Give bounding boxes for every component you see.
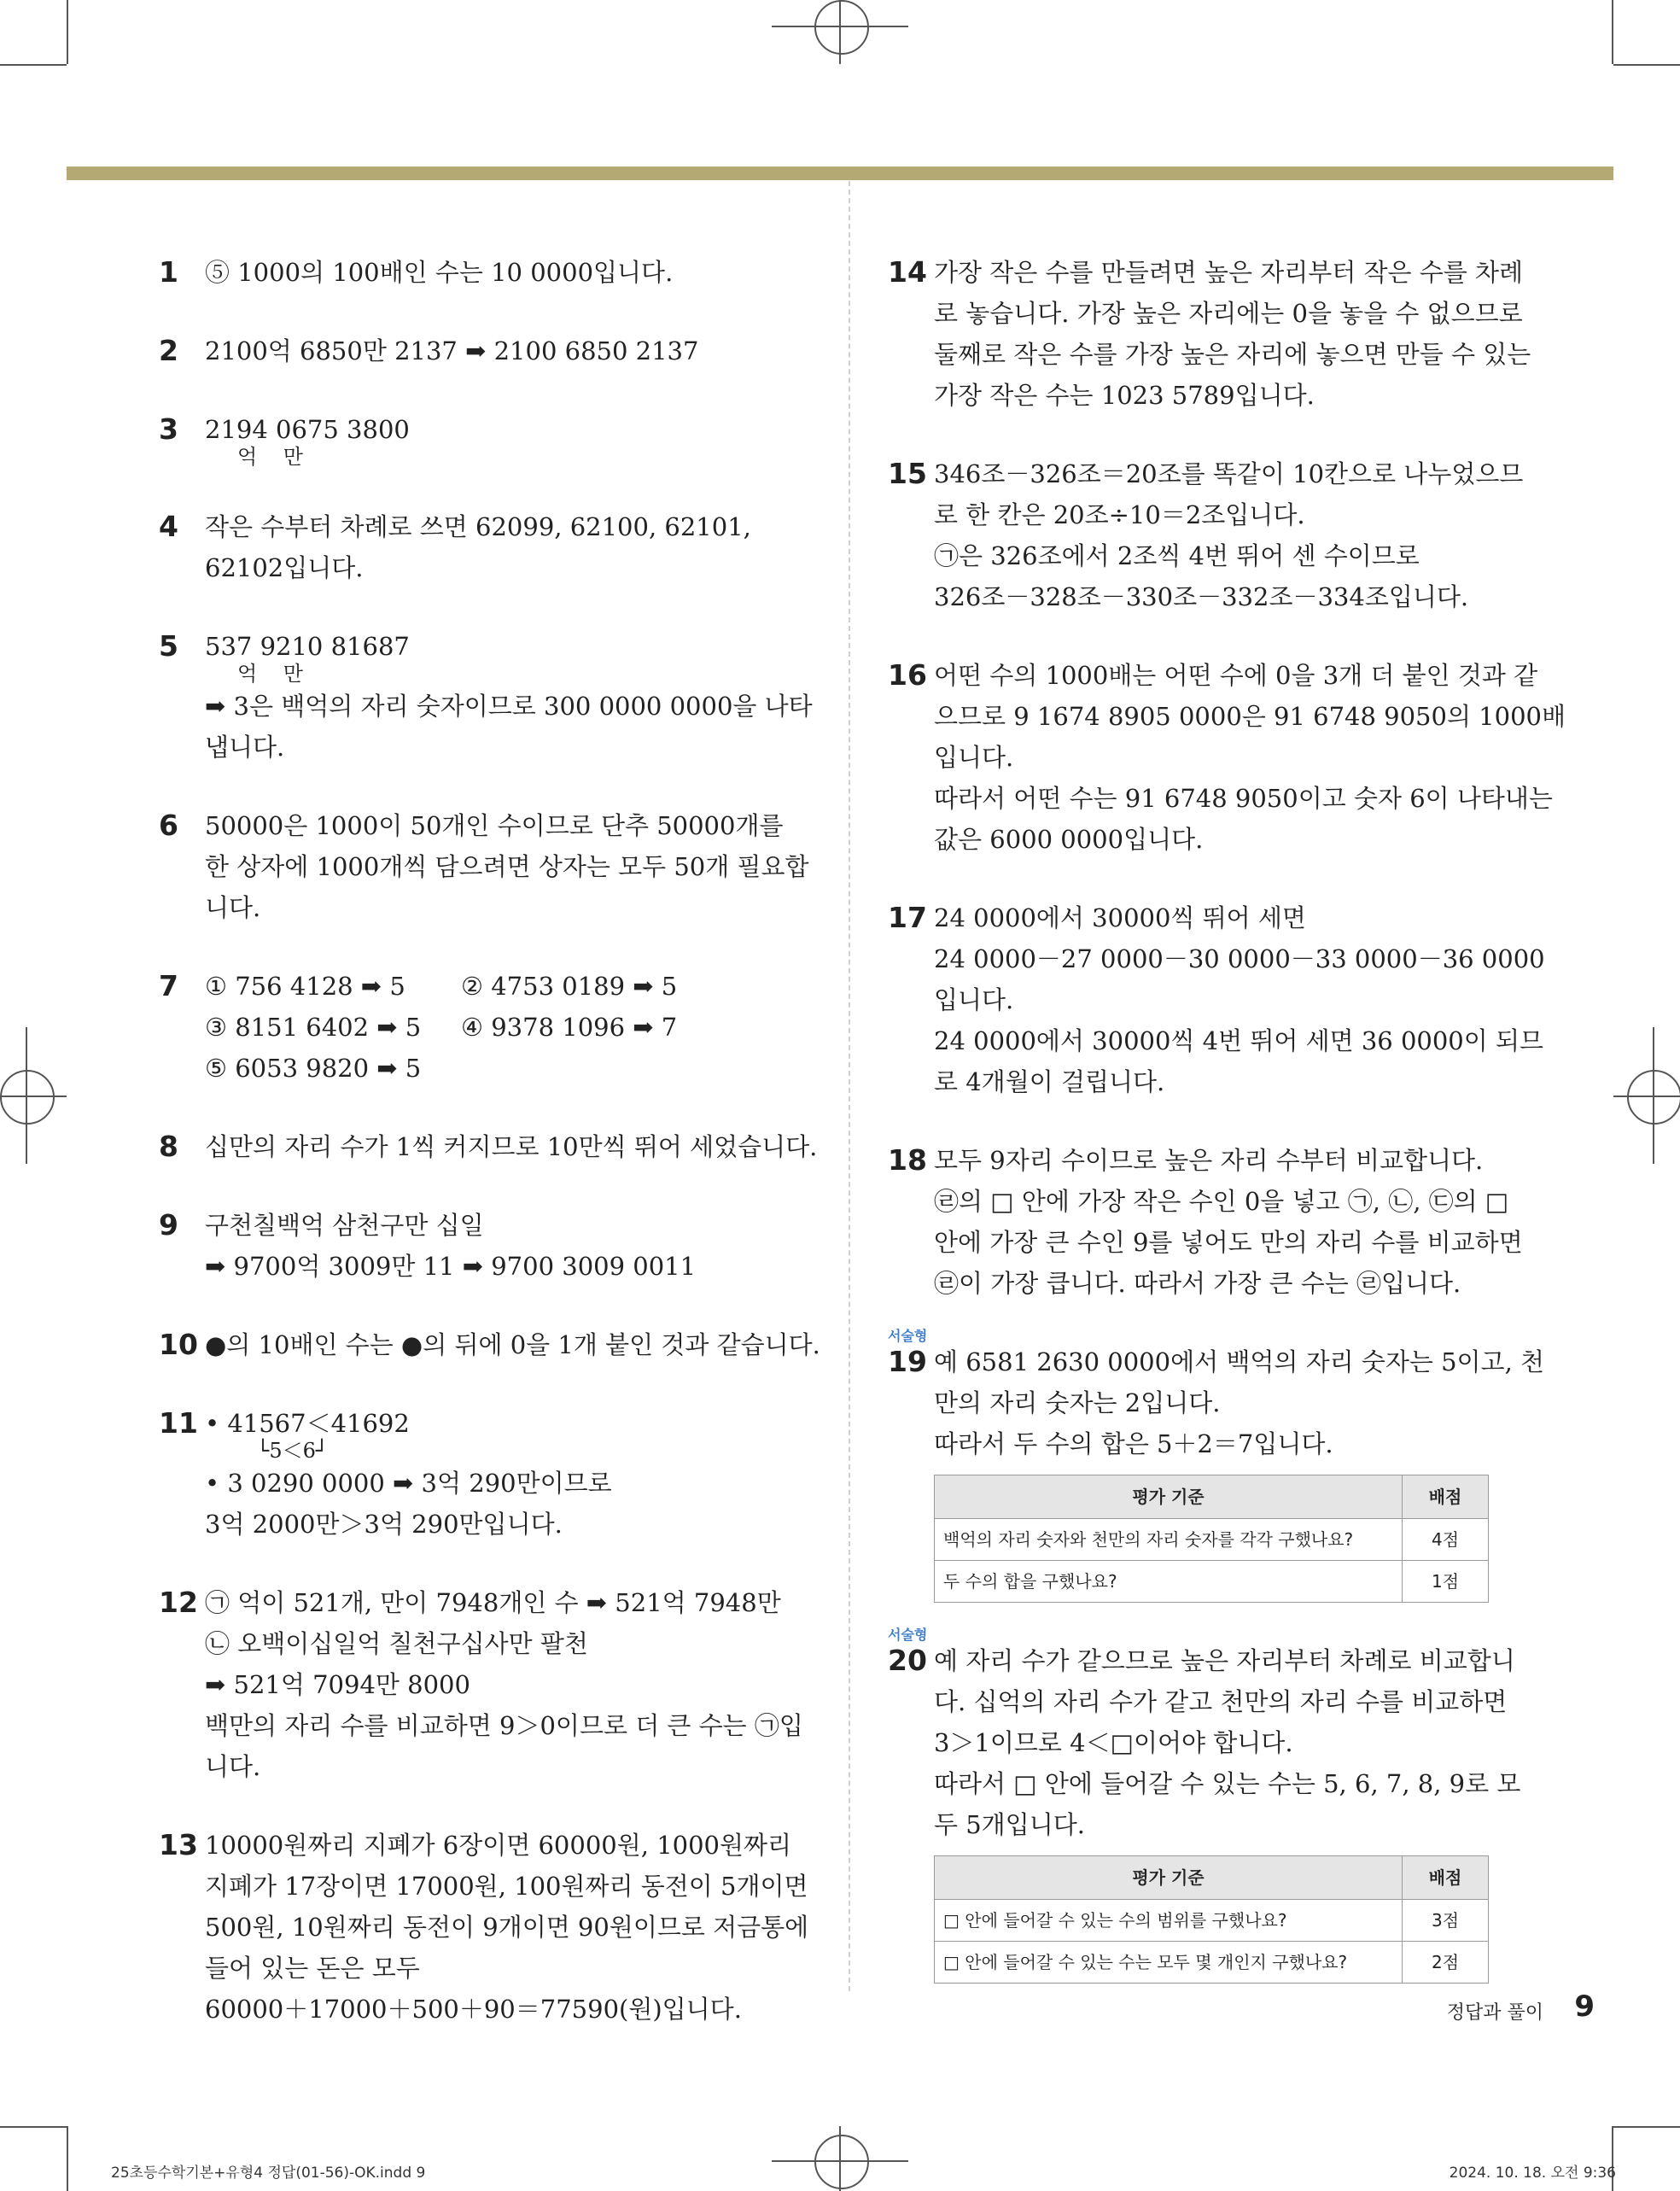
item-number: 4 <box>159 510 178 543</box>
criteria-table <box>934 1475 1489 1603</box>
criteria-header: 평가 기준 <box>935 1856 1403 1900</box>
answer-item <box>888 1627 1549 1984</box>
criteria-text: □ 안에 들어갈 수 있는 수는 모두 몇 개인지 구했나요? <box>935 1942 1403 1984</box>
answer-item <box>159 330 820 371</box>
answer-row <box>205 966 820 1007</box>
answer-line: 만의 자리 숫자는 2입니다. <box>934 1388 1221 1417</box>
answer-line: 60000＋17000＋500＋90＝77590(원)입니다. <box>205 1995 742 2024</box>
crop-mark <box>1613 2126 1680 2128</box>
answer-item <box>159 1324 820 1365</box>
item-number: 18 <box>888 1143 927 1177</box>
answer-item <box>888 1328 1549 1603</box>
answer-line: 값은 6000 0000입니다. <box>934 825 1204 854</box>
answer-line: 둘째로 작은 수를 가장 높은 자리에 놓으면 만들 수 있는 <box>934 340 1531 369</box>
answer-line: 들어 있는 돈은 모두 <box>205 1954 420 1983</box>
registration-mark <box>0 1096 67 1097</box>
criteria-points: 1점 <box>1403 1561 1489 1603</box>
crop-mark <box>67 2126 68 2191</box>
answer-row <box>205 1007 820 1048</box>
answer-cell <box>461 1048 717 1089</box>
crop-mark <box>0 64 67 66</box>
crop-mark <box>0 2126 67 2128</box>
answer-line: 10000원짜리 지폐가 6장이면 60000원, 1000원짜리 <box>205 1831 792 1860</box>
place-annotation: 억 만 <box>237 445 303 469</box>
answer-cell: ① 756 4128 ➡ 5 <box>205 972 405 1001</box>
item-number: 9 <box>159 1208 178 1242</box>
answer-line: 24 0000에서 30000씩 4번 뛰어 세면 36 0000이 되므 <box>934 1026 1544 1055</box>
criteria-header: 배점 <box>1403 1475 1489 1519</box>
answer-line: 십만의 자리 수가 1씩 커지므로 10만씩 뛰어 세었습니다. <box>205 1132 818 1161</box>
answer-line: 3억 2000만＞3억 290만입니다. <box>205 1510 563 1539</box>
registration-mark <box>839 2126 841 2191</box>
answer-item <box>888 1140 1549 1304</box>
answer-item <box>159 506 820 588</box>
crop-mark <box>1613 64 1680 66</box>
answer-line: • 41567＜41692 <box>205 1409 410 1438</box>
item-number: 7 <box>159 969 178 1002</box>
answer-line: ㉠ 억이 521개, 만이 7948개인 수 ➡ 521억 7948만 <box>205 1588 781 1617</box>
answer-item <box>159 252 820 293</box>
item-number: 3 <box>159 412 178 446</box>
answer-line: 안에 가장 큰 수인 9를 넣어도 만의 자리 수를 비교하면 <box>934 1228 1523 1257</box>
answer-line: ㉣의 □ 안에 가장 작은 수인 0을 넣고 ㉠, ㉡, ㉢의 □ <box>934 1187 1509 1216</box>
item-number: 12 <box>159 1586 198 1619</box>
answer-line: 한 상자에 1000개씩 담으려면 상자는 모두 50개 필요합 <box>205 852 809 881</box>
answer-line: 입니다. <box>934 743 1014 772</box>
answer-row <box>205 1048 820 1089</box>
answer-item <box>888 252 1549 416</box>
criteria-header: 평가 기준 <box>935 1475 1403 1519</box>
answer-line: ➡ 521억 7094만 8000 <box>205 1670 470 1699</box>
item-number: 5 <box>159 629 178 663</box>
answer-line: 따라서 두 수의 합은 5＋2＝7입니다. <box>934 1429 1333 1458</box>
item-number: 11 <box>159 1406 198 1440</box>
criteria-points: 4점 <box>1403 1519 1489 1561</box>
criteria-text: 두 수의 합을 구했나요? <box>935 1561 1403 1603</box>
answer-item <box>888 453 1549 617</box>
criteria-header: 배점 <box>1403 1856 1489 1900</box>
answer-line: 예 자리 수가 같으므로 높은 자리부터 차례로 비교합니 <box>934 1646 1515 1675</box>
item-number: 1 <box>159 255 178 289</box>
answer-line: ㉣이 가장 큽니다. 따라서 가장 큰 수는 ㉣입니다. <box>934 1269 1461 1298</box>
item-number: 13 <box>159 1828 198 1861</box>
answer-item <box>159 1582 820 1787</box>
answer-line: 가장 작은 수는 1023 5789입니다. <box>934 381 1315 410</box>
answer-cell: ③ 8151 6402 ➡ 5 <box>205 1013 422 1042</box>
answer-item <box>159 805 820 928</box>
item-number: 8 <box>159 1130 178 1163</box>
criteria-points: 2점 <box>1403 1942 1489 1984</box>
answer-line: 니다. <box>205 1752 261 1781</box>
answer-line: 로 한 칸은 20조÷10＝2조입니다. <box>934 500 1305 529</box>
item-number: 6 <box>159 809 178 842</box>
descriptive-tag: 서술형 <box>888 1328 928 1344</box>
criteria-table <box>934 1855 1489 1984</box>
item-number: 17 <box>888 901 927 934</box>
answer-line: ⑤ 1000의 100배인 수는 10 0000입니다. <box>205 258 674 287</box>
column-divider <box>849 181 850 1991</box>
answer-line: 니다. <box>205 893 261 922</box>
answer-line: 어떤 수의 1000배는 어떤 수에 0을 3개 더 붙인 것과 같 <box>934 661 1538 690</box>
answer-line: 작은 수부터 차례로 쓰면 62099, 62100, 62101, <box>205 512 751 541</box>
registration-mark <box>814 2135 869 2189</box>
item-number: 16 <box>888 658 927 692</box>
item-number: 15 <box>888 457 927 490</box>
registration-mark <box>1613 1096 1680 1097</box>
criteria-row <box>935 1519 1489 1561</box>
answer-line: 326조－328조－330조－332조－334조입니다. <box>934 582 1469 611</box>
answer-item <box>159 1205 820 1287</box>
place-annotation: └5＜6┘ <box>237 1439 329 1463</box>
place-annotation: 억 만 <box>237 662 303 686</box>
answer-line: 50000은 1000이 50개인 수이므로 단추 50000개를 <box>205 811 784 840</box>
answer-item <box>159 1126 820 1167</box>
answer-line: • 3 0290 0000 ➡ 3억 290만이므로 <box>205 1469 612 1498</box>
item-number: 19 <box>888 1345 927 1378</box>
page-number: 9 <box>1574 1989 1595 2024</box>
answer-line: 다. 십억의 자리 수가 같고 천만의 자리 수를 비교하면 <box>934 1687 1508 1716</box>
answer-line: 537 9210 81687 <box>205 632 410 661</box>
answer-line: 두 5개입니다. <box>934 1810 1085 1839</box>
registration-mark <box>1653 1027 1654 1164</box>
answer-line: ㉠은 326조에서 2조씩 4번 뛰어 센 수이므로 <box>934 541 1420 570</box>
print-file-info: 25초등수학기본+유형4 정답(01-56)-OK.indd 9 <box>111 2165 426 2182</box>
criteria-row <box>935 1942 1489 1984</box>
criteria-row <box>935 1900 1489 1942</box>
answer-line: 346조－326조＝20조를 똑같이 10칸으로 나누었으므 <box>934 459 1524 488</box>
answer-item <box>159 1403 820 1545</box>
answer-line: ➡ 9700억 3009만 11 ➡ 9700 3009 0011 <box>205 1252 697 1281</box>
header-bar <box>67 167 1613 180</box>
item-number: 20 <box>888 1644 927 1677</box>
answer-item <box>159 626 820 768</box>
answer-line: 예 6581 2630 0000에서 백억의 자리 숫자는 5이고, 천 <box>934 1347 1545 1376</box>
answer-line: 구천칠백억 삼천구만 십일 <box>205 1211 484 1240</box>
crop-mark <box>1612 0 1613 64</box>
answer-line: 24 0000에서 30000씩 뛰어 세면 <box>934 903 1306 932</box>
answer-item <box>888 897 1549 1102</box>
answer-line: ➡ 3은 백억의 자리 숫자이므로 300 0000 0000을 나타 <box>205 692 813 721</box>
registration-mark <box>26 1027 27 1164</box>
answer-line: 백만의 자리 수를 비교하면 9＞0이므로 더 큰 수는 ㉠입 <box>205 1711 803 1740</box>
answer-line: 냅니다. <box>205 733 285 762</box>
answer-cell: ④ 9378 1096 ➡ 7 <box>461 1013 678 1042</box>
answer-item <box>159 966 820 1089</box>
criteria-points: 3점 <box>1403 1900 1489 1942</box>
answer-item <box>888 655 1566 860</box>
answer-line: 3＞1이므로 4＜□이어야 합니다. <box>934 1728 1293 1757</box>
print-date-info: 2024. 10. 18. 오전 9:36 <box>1449 2165 1616 2182</box>
answer-line: 로 4개월이 걸립니다. <box>934 1067 1165 1096</box>
item-number: 2 <box>159 334 178 367</box>
answer-item <box>159 409 820 469</box>
left-column <box>159 252 820 2067</box>
item-number: 14 <box>888 255 927 289</box>
answer-line: 2194 0675 3800 <box>205 415 410 444</box>
answer-line: 따라서 □ 안에 들어갈 수 있는 수는 5, 6, 7, 8, 9로 모 <box>934 1769 1521 1798</box>
answer-line: 따라서 어떤 수는 91 6748 9050이고 숫자 6이 나타내는 <box>934 784 1553 813</box>
registration-mark <box>0 1070 55 1125</box>
criteria-text: □ 안에 들어갈 수 있는 수의 범위를 구했나요? <box>935 1900 1403 1942</box>
answer-line: ㉡ 오백이십일억 칠천구십사만 팔천 <box>205 1629 588 1658</box>
answer-line: 로 놓습니다. 가장 높은 자리에는 0을 놓을 수 없으므로 <box>934 299 1523 328</box>
answer-line: 500원, 10원짜리 동전이 9개이면 90원이므로 저금통에 <box>205 1913 809 1942</box>
answer-line: ●의 10배인 수는 ●의 뒤에 0을 1개 붙인 것과 같습니다. <box>205 1330 820 1359</box>
answer-item <box>159 1825 820 2030</box>
descriptive-tag: 서술형 <box>888 1627 928 1643</box>
answer-line: 2100억 6850만 2137 ➡ 2100 6850 2137 <box>205 336 699 365</box>
criteria-text: 백억의 자리 숫자와 천만의 자리 숫자를 각각 구했나요? <box>935 1519 1403 1561</box>
answer-line: 모두 9자리 수이므로 높은 자리 수부터 비교합니다. <box>934 1146 1484 1175</box>
item-number: 10 <box>159 1328 198 1361</box>
answer-line: 24 0000－27 0000－30 0000－33 0000－36 0000 <box>934 944 1545 973</box>
answer-cell: ② 4753 0189 ➡ 5 <box>461 972 678 1001</box>
registration-mark <box>814 0 869 55</box>
criteria-row <box>935 1561 1489 1603</box>
crop-mark <box>67 0 68 64</box>
answer-line: 으므로 9 1674 8905 0000은 91 6748 9050의 1000배 <box>934 702 1566 731</box>
answer-line: 62102입니다. <box>205 553 364 582</box>
answer-line: 입니다. <box>934 985 1014 1014</box>
registration-mark <box>839 0 841 64</box>
answer-line: 가장 작은 수를 만들려면 높은 자리부터 작은 수를 차례 <box>934 258 1524 287</box>
footer-label: 정답과 풀이 <box>1446 2002 1543 2024</box>
answer-cell: ⑤ 6053 9820 ➡ 5 <box>205 1054 422 1083</box>
right-column <box>888 252 1566 2021</box>
answer-line: 지폐가 17장이면 17000원, 100원짜리 동전이 5개이면 <box>205 1872 808 1901</box>
